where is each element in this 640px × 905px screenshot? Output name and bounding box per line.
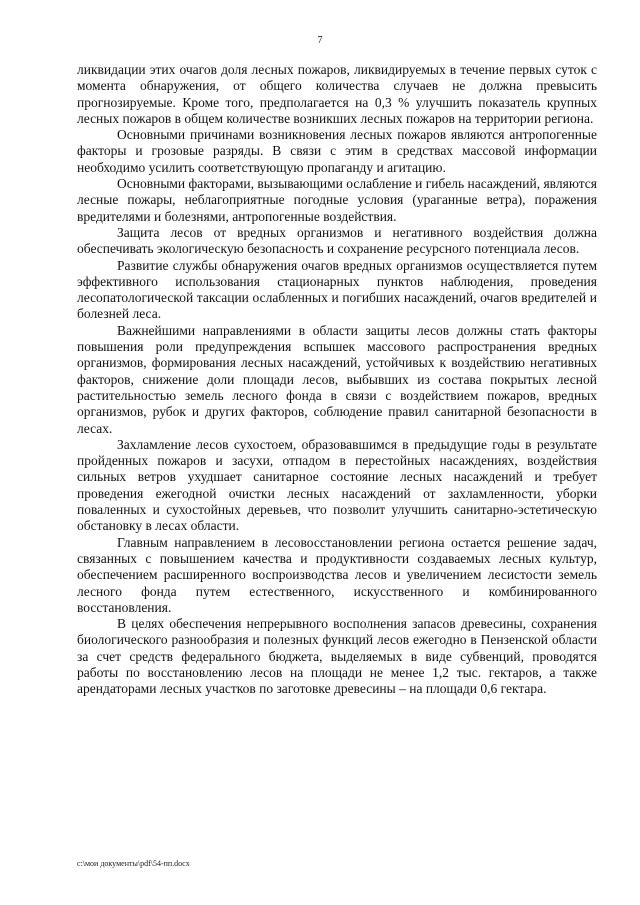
paragraph-reforestation-direction: Главным направлением в лесовосстановлении региона остается решение задач, связанных с повышением качества и продуктивности создаваемых лесных культур, обеспечением расширенного воспроизводства лесов и увеличением лесистости земель лесного фонда путем естественного, искусственного и комбинированного восстановления. <box>77 534 597 615</box>
paragraph-protection-directions: Важнейшими направлениями в области защиты лесов должны стать факторы повышения роли предупреждения вспышек массового распространения вредных организмов, формирования лесных насаждений, устойчивых к воздействию негативных факторов, снижение доли площади лесов, выбывших из состава покрытых лесной растительностью земель лесного фонда в связи с воздействием пожаров, вредных организмов, рубок и других факторов, соблюдение правил санитарной безопасности в лесах. <box>77 322 597 436</box>
paragraph-fire-causes: Основными причинами возникновения лесных пожаров являются антропогенные факторы и грозовые разряды. В связи с этим в средствах массовой информации необходимо усилить соответствующую пропаганду и агитацию. <box>77 127 597 175</box>
paragraph-forest-protection: Защита лесов от вредных организмов и негативного воздействия должна обеспечивать экологическую безопасность и сохранение ресурсного потенциала лесов. <box>77 224 597 257</box>
paragraph-continuation: ликвидации этих очагов доля лесных пожаров, ликвидируемых в течение первых суток с момента обнаружения, от общего количества случаев не должна превысить прогнозируемые. Кроме того, предполагается на 0,3 % улучшить показатель крупных лесных пожаров в общем количестве возникших лесных пожаров на территории региона. <box>77 62 597 126</box>
footer-file-path: c:\мои документы\pdf\54-пп.docx <box>77 859 190 868</box>
paragraph-weakening-factors: Основными факторами, вызывающими ослабление и гибель насаждений, являются лесные пожары, неблагоприятные погодные условия (ураганные ветра), поражения вредителями и болезнями, антропогенные воздействия. <box>77 176 597 224</box>
page-number: 7 <box>317 35 323 46</box>
paragraph-deadwood-clutter: Захламление лесов сухостоем, образовавшимся в предыдущие годы в результате пройденных пожаров и засухи, отпадом в перестойных насаждениях, воздействия сильных ветров ухудшает санитарное состояние лесных насаждений и требует проведения ежегодной очистки лесных насаждений от захламленности, уборки поваленных и сухостойных деревьев, что позволит улучшить санитарно-эстетическую обстановку в лесах области. <box>77 436 597 534</box>
paragraph-pest-detection: Развитие службы обнаружения очагов вредных организмов осуществляется путем эффективного использования стационарных пунктов наблюдения, проведения лесопатологической таксации ослабленных и погибших насаждений, очагов вредителей и болезней леса. <box>77 257 597 322</box>
document-body <box>77 62 597 698</box>
paragraph-timber-reserves: В целях обеспечения непрерывного восполнения запасов древесины, сохранения биологического разнообразия и полезных функций лесов ежегодно в Пензенской области за счет средств федерального бюджета, выделяемых в виде субвенций, проводятся работы по восстановлению лесов на площади не менее 1,2 тыс. гектаров, а также арендаторами лесных участков по заготовке древесины – на площади 0,6 гектара. <box>77 616 597 697</box>
